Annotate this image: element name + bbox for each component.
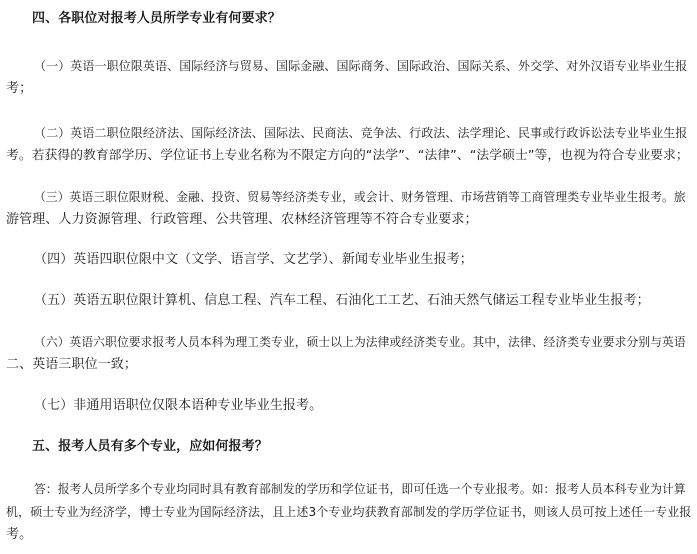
- answer-line-1: 答：报考人员所学多个专业均同时具有教育部制发的学历和学位证书，即可任选一个专业报考。如：报考人员本科专业为计算: [34, 482, 686, 496]
- paragraph-3-line-2: 游管理、人力资源管理、行政管理、公共管理、农林经济管理等不符合专业要求；: [6, 212, 478, 227]
- paragraph-1-line-2: 考；: [6, 81, 33, 96]
- answer-line-2: 机，硕士专业为经济学，博士专业为国际经济法，且上述3个专业均获教育部制发的学历学位证书，则该人员可按上述任一专业报: [6, 505, 692, 519]
- paragraph-7: （七）非通用语职位仅限本语种专业毕业生报考。: [34, 398, 323, 413]
- paragraph-5: （五）英语五职位限计算机、信息工程、汽车工程、石油化工工艺、石油天然气储运工程专业毕业生报考；: [34, 293, 650, 308]
- paragraph-1-line-1: （一）英语一职位限英语、国际经济与贸易、国际金融、国际商务、国际政治、国际关系、外交学、对外汉语专业毕业生报: [34, 59, 688, 73]
- section-heading-4: 四、各职位对报考人员所学专业有何要求？: [32, 11, 281, 26]
- paragraph-2-line-1: （二）英语二职位限经济法、国际经济法、国际法、民商法、竞争法、行政法、法学理论、民事或行政诉讼法专业毕业生报: [34, 126, 688, 140]
- paragraph-6-line-2: 二、英语三职位一致；: [6, 357, 138, 372]
- answer-line-3: 考。: [6, 527, 33, 542]
- section-heading-5: 五、报考人员有多个专业，应如何报考？: [32, 439, 268, 454]
- paragraph-3-line-1: （三）英语三职位限财税、金融、投资、贸易等经济类专业，或会计、财务管理、市场营销等工商管理类专业毕业生报考。旅: [34, 190, 686, 204]
- paragraph-4: （四）英语四职位限中文（文学、语言学、文艺学）、新闻专业毕业生报考；: [34, 252, 473, 267]
- paragraph-2-line-2: 考。若获得的教育部学历、学位证书上专业名称为不限定方向的“法学”、“法律”、“法学硕士”等，也视为符合专业要求；: [6, 148, 689, 163]
- paragraph-6-line-1: （六）英语六职位要求报考人员本科为理工类专业，硕士以上为法律或经济类专业。其中，法律、经济类专业要求分别与英语: [34, 335, 686, 349]
